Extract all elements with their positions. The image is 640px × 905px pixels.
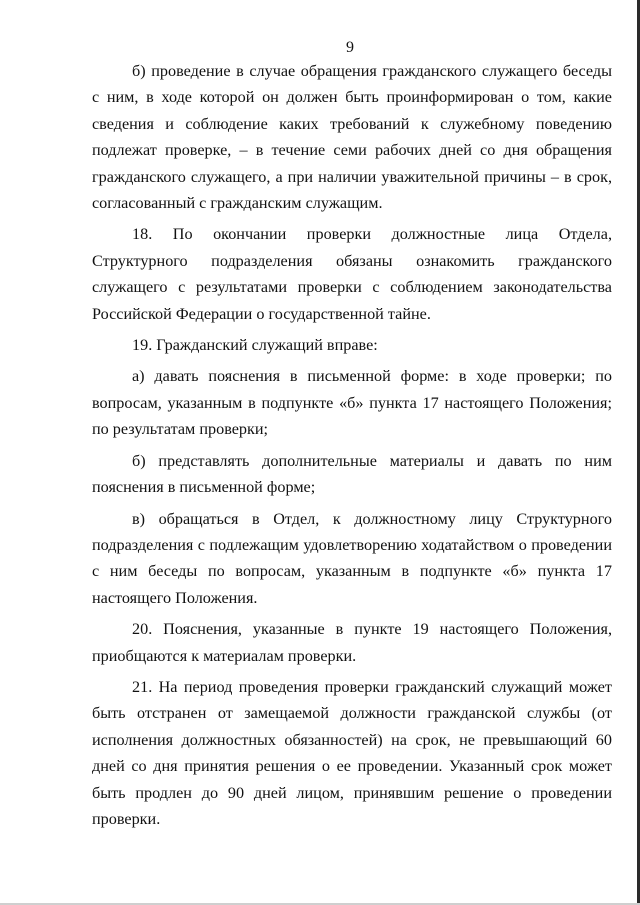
paragraph-19a: а) давать пояснения в письменной форме: в ходе проверки; по вопросам, указанным в подпункте «б» пункта 17 настоящего Положения; по результатам проверки; <box>92 367 612 439</box>
paragraph-19b: б) представлять дополнительные материалы и давать по ним пояснения в письменной форме; <box>92 451 612 497</box>
document-body <box>92 58 612 837</box>
paragraph-17b: б) проведение в случае обращения гражданского служащего беседы с ним, в ходе которой он должен быть проинформирован о том, какие сведения и соблюдение каких требований к служебному поведению подлежат проверке, – в течение семи рабочих дней со дня обращения гражданского служащего, а при наличии уважительной причины – в срок, согласованный с гражданским служащим. <box>92 62 612 213</box>
paragraph-21: 21. На период проведения проверки гражданский служащий может быть отстранен от замещаемой должности гражданской службы (от исполнения должностных обязанностей) на срок, не превышающий 60 дней со дня принятия решения о ее проведении. Указанный срок может быть продлен до 90 дней лицом, принявшим решение о проведении проверки. <box>92 677 612 828</box>
paragraph-19v: в) обращаться в Отдел, к должностному лицу Структурного подразделения с подлежащим удовлетворению ходатайством о проведении с ним беседы по вопросам, указанным в подпункте «б» пункта 17 настоящего Положения. <box>92 509 612 607</box>
paragraph-19: 19. Гражданский служащий вправе: <box>132 336 378 355</box>
paragraph-20: 20. Пояснения, указанные в пункте 19 настоящего Положения, приобщаются к материалам проверки. <box>92 620 612 665</box>
page-number: 9 <box>346 39 354 56</box>
paragraph-18: 18. По окончании проверки должностные лица Отдела, Структурного подразделения обязаны ознакомить гражданского служащего с результатами проверки с соблюдением законодательства Российской Федерации о государственной тайне. <box>92 225 612 323</box>
